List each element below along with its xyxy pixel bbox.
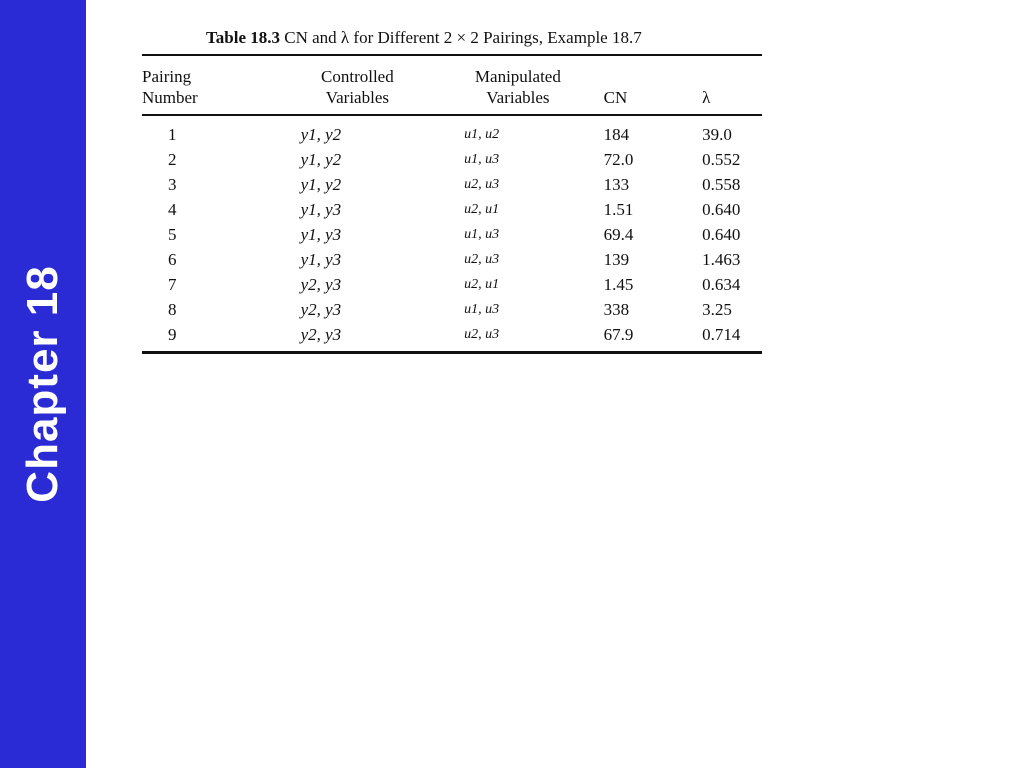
cell-lambda: 0.640 <box>702 225 741 244</box>
cell-pairing-number: 1 <box>168 125 177 144</box>
cell-pairing-number: 7 <box>168 275 177 294</box>
cell-pairing-number: 4 <box>168 200 177 219</box>
cell-manipulated-variables: u2, u1 <box>464 277 500 292</box>
cell-lambda: 0.640 <box>702 200 741 219</box>
cell-pairing-number: 5 <box>168 225 177 244</box>
cell-controlled-variables: y1, y2 <box>300 150 342 169</box>
table-row <box>142 297 762 322</box>
cell-controlled-variables: y1, y3 <box>300 200 342 219</box>
cell-manipulated-variables: u2, u3 <box>432 322 603 353</box>
table-header-row <box>142 55 762 115</box>
pairings-table <box>142 54 762 354</box>
cell-pairing-number: 3 <box>168 175 177 194</box>
header-manipulated-line1: Manipulated <box>474 67 561 86</box>
cell-pairing-number: 6 <box>168 250 177 269</box>
header-lambda: λ <box>702 55 762 115</box>
header-pairing-number <box>142 55 279 115</box>
cell-manipulated-variables: u2, u1 <box>464 202 500 217</box>
cell-cn: 139 <box>603 250 630 269</box>
table-caption <box>206 26 762 50</box>
cell-controlled-variables: y1, y3 <box>300 225 342 244</box>
header-controlled-variables <box>279 55 433 115</box>
table-row <box>142 197 762 222</box>
cell-controlled-variables: y2, y3 <box>300 300 342 319</box>
header-controlled-line2: Variables <box>325 88 389 107</box>
table-row <box>142 222 762 247</box>
cell-cn: 72.0 <box>603 150 634 169</box>
cell-pairing-number: 8 <box>168 300 177 319</box>
cell-manipulated-variables: u1, u3 <box>464 152 500 167</box>
cell-manipulated-variables: u1, u3 <box>464 227 500 242</box>
cell-controlled-variables: y1, y2 <box>300 125 342 144</box>
cell-controlled-variables: y1, y2 <box>300 175 342 194</box>
cell-lambda: 3.25 <box>702 300 732 319</box>
table-body <box>142 115 762 353</box>
cell-lambda: 0.552 <box>702 150 741 169</box>
cell-pairing-number: 2 <box>168 150 177 169</box>
chapter-label: Chapter 18 <box>18 265 67 503</box>
cell-manipulated-variables: u2, u3 <box>464 252 500 267</box>
cell-controlled-variables: y2, y3 <box>300 275 342 294</box>
cell-controlled-variables: y1, y3 <box>300 250 342 269</box>
cell-pairing-number: 9 <box>142 322 279 353</box>
table-row <box>142 322 762 353</box>
cell-cn: 184 <box>603 125 630 144</box>
cell-lambda: 0.634 <box>702 275 741 294</box>
cell-cn: 1.45 <box>603 275 634 294</box>
header-pairing-line1: Pairing <box>142 67 192 86</box>
cell-controlled-variables: y2, y3 <box>279 322 433 353</box>
cell-cn: 338 <box>603 300 630 319</box>
cell-lambda: 1.463 <box>702 250 741 269</box>
chapter-sidebar <box>0 0 86 768</box>
cell-lambda: 0.714 <box>702 322 762 353</box>
table-number: Table 18.3 <box>206 28 281 47</box>
cell-cn: 69.4 <box>603 225 634 244</box>
table-row <box>142 115 762 147</box>
table-row <box>142 172 762 197</box>
cell-lambda: 39.0 <box>702 125 732 144</box>
table-figure <box>142 26 762 354</box>
header-cn: CN <box>604 55 703 115</box>
cell-cn: 1.51 <box>603 200 634 219</box>
cell-manipulated-variables: u1, u2 <box>464 127 500 142</box>
header-manipulated-variables <box>432 55 603 115</box>
cell-manipulated-variables: u2, u3 <box>464 177 500 192</box>
header-pairing-line2: Number <box>142 88 198 107</box>
table-title-text: CN and λ for Different 2 × 2 Pairings, Example 18.7 <box>284 28 642 47</box>
table-row <box>142 247 762 272</box>
cell-cn: 67.9 <box>604 322 703 353</box>
cell-manipulated-variables: u1, u3 <box>464 302 500 317</box>
header-controlled-line1: Controlled <box>321 67 394 86</box>
table-row <box>142 272 762 297</box>
cell-lambda: 0.558 <box>702 175 741 194</box>
cell-cn: 133 <box>603 175 630 194</box>
header-manipulated-line2: Variables <box>486 88 550 107</box>
table-row <box>142 147 762 172</box>
